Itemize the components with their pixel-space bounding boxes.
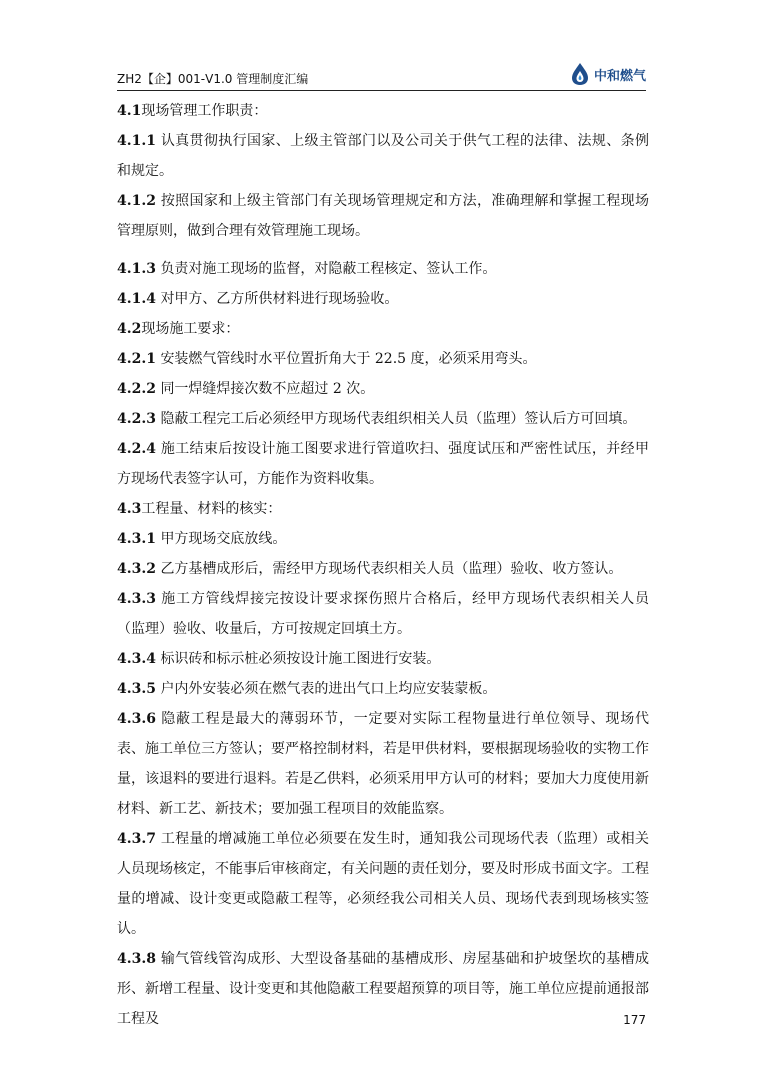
page-header bbox=[117, 56, 646, 91]
clause-paragraph: 4.3.1 甲方现场交底放线。 bbox=[117, 531, 287, 547]
clause-paragraph: 4.3.5 户内外安装必须在燃气表的进出气口上均应安装蒙板。 bbox=[117, 681, 497, 697]
clause-paragraph: 4.3.6 隐蔽工程是最大的薄弱环节，一定要对实际工程物量进行单位领导、现场代表、施工单位三方签认；要严格控制材料，若是甲供材料，要根据现场验收的实物工作量，该退料的要进行退料。若是乙供料，必须采用甲方认可的材料；要加大力度使用新材料、新工艺、新技术；要加强工程项目的效能监察。 bbox=[117, 711, 650, 817]
logo-text: 中和燃气 bbox=[593, 68, 646, 84]
clause-paragraph: 4.1.2 按照国家和上级主管部门有关现场管理规定和方法，准确理解和掌握工程现场管理原则，做到合理有效管理施工现场。 bbox=[117, 193, 650, 239]
clause-paragraph: 4.2.3 隐蔽工程完工后必须经甲方现场代表组织相关人员（监理）签认后方可回填。 bbox=[117, 411, 637, 427]
page-number: 177 bbox=[623, 1013, 646, 1027]
section-heading: 4.1现场管理工作职责： bbox=[117, 103, 268, 119]
clause-paragraph: 4.3.4 标识砖和标示桩必须按设计施工图进行安装。 bbox=[117, 651, 441, 667]
clause-paragraph: 4.2.2 同一焊缝焊接次数不应超过 2 次。 bbox=[117, 381, 375, 397]
clause-paragraph: 4.3.2 乙方基槽成形后，需经甲方现场代表织相关人员（监理）验收、收方签认。 bbox=[117, 561, 623, 577]
clause-paragraph: 4.1.4 对甲方、乙方所供材料进行现场验收。 bbox=[117, 291, 399, 307]
clause-paragraph: 4.3.7 工程量的增减施工单位必须要在发生时，通知我公司现场代表（监理）或相关人员现场核定，不能事后审核商定，有关问题的责任划分，要及时形成书面文字。工程量的增减、设计变更或隐蔽工程等，必须经我公司相关人员、现场代表到现场核实签认。 bbox=[117, 831, 650, 937]
header-title: ZH2【企】001-V1.0 管理制度汇编 bbox=[117, 72, 309, 86]
clause-paragraph: 4.1.3 负责对施工现场的监督，对隐蔽工程核定、签认工作。 bbox=[117, 261, 497, 277]
clause-paragraph: 4.3.8 输气管线管沟成形、大型设备基础的基槽成形、房屋基础和护坡堡坎的基槽成形、新增工程量、设计变更和其他隐蔽工程要超预算的项目等，施工单位应提前通报部工程及 bbox=[117, 951, 650, 1027]
clause-paragraph: 4.3.3 施工方管线焊接完按设计要求探伤照片合格后，经甲方现场代表织相关人员（监理）验收、收量后，方可按规定回填土方。 bbox=[117, 591, 650, 637]
flame-drop-icon bbox=[569, 62, 591, 86]
clause-paragraph: 4.2.4 施工结束后按设计施工图要求进行管道吹扫、强度试压和严密性试压，并经甲方现场代表签字认可，方能作为资料收集。 bbox=[117, 441, 650, 487]
clause-paragraph: 4.1.1 认真贯彻执行国家、上级主管部门以及公司关于供气工程的法律、法规、条例和规定。 bbox=[117, 133, 650, 179]
section-heading: 4.3工程量、材料的核实： bbox=[117, 501, 282, 517]
section-heading: 4.2现场施工要求： bbox=[117, 321, 240, 337]
company-logo bbox=[569, 61, 646, 87]
clause-paragraph: 4.2.1 安装燃气管线时水平位置折角大于 22.5 度，必须采用弯头。 bbox=[117, 351, 537, 367]
document-body bbox=[117, 96, 649, 1034]
